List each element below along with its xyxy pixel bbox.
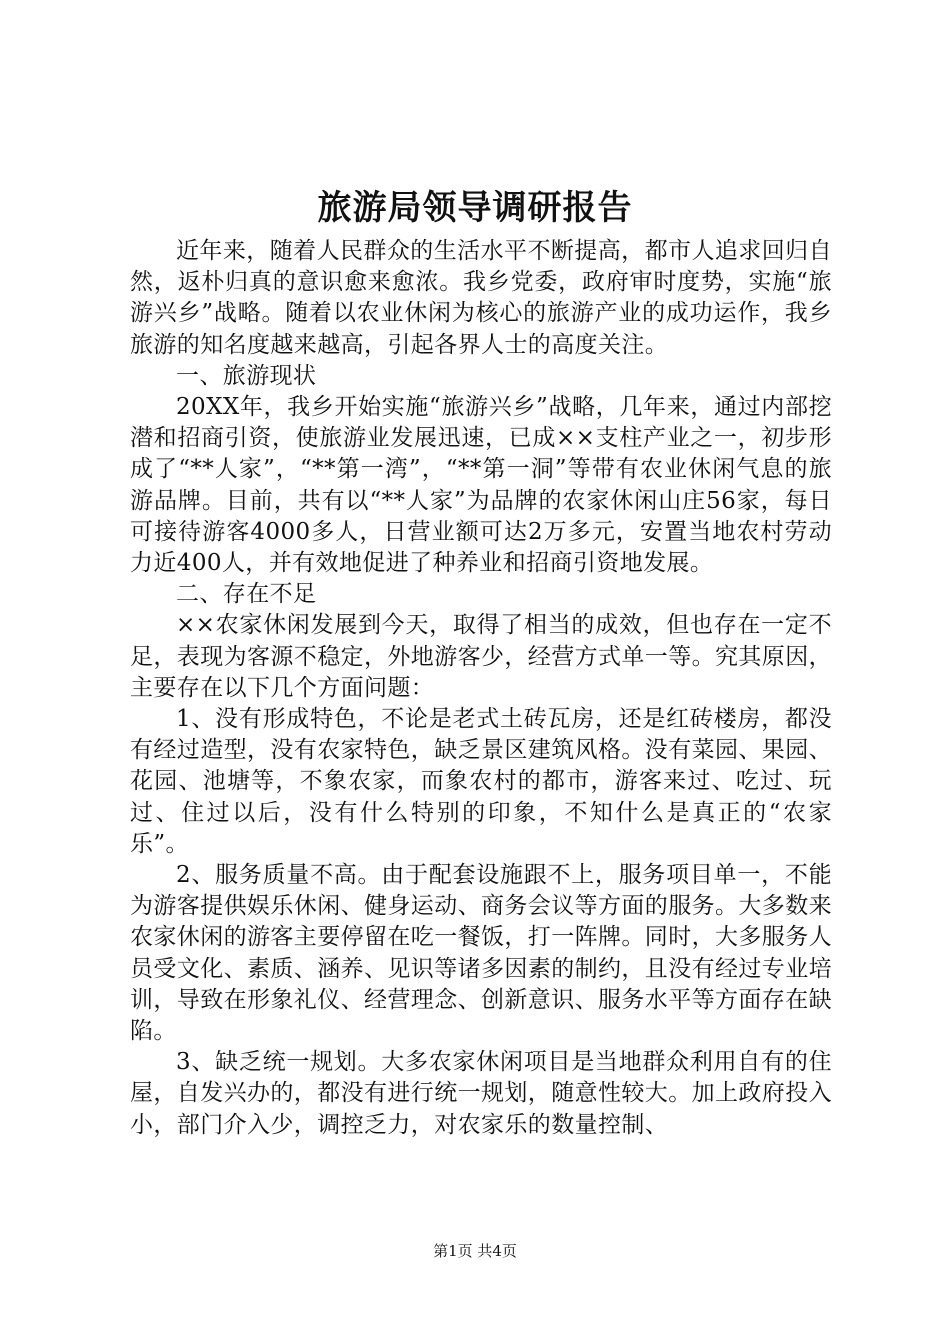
- document-body: [130, 236, 832, 1141]
- section-heading-status: 一、旅游现状: [176, 362, 317, 389]
- document-title: 旅游局领导调研报告: [317, 188, 633, 228]
- paragraph-status: 20XX年，我乡开始实施“旅游兴乡”战略，几年来，通过内部挖潜和招商引资，使旅游业发展迅速，已成××支柱产业之一，初步形成了“**人家”，“**第一湾”，“**第一洞”等带有农业休闲气息的旅游品牌。目前，共有以“**人家”为品牌的农家休闲山庄56家，每日可接待游客4000多人，日营业额可达2万多元，安置当地农村劳动力近400人，并有效地促进了种养业和招商引资地发展。: [130, 394, 832, 577]
- paragraph-point-3: 3、缺乏统一规划。大多农家休闲项目是当地群众利用自有的住屋，自发兴办的，都没有进行统一规划，随意性较大。加上政府投入小，部门介入少，调控乏力，对农家乐的数量控制、: [130, 1049, 832, 1138]
- section-heading-shortcomings: 二、存在不足: [176, 581, 317, 608]
- paragraph-point-2: 2、服务质量不高。由于配套设施跟不上，服务项目单一，不能为游客提供娱乐休闲、健身运动、商务会议等方面的服务。大多数来农家休闲的游客主要停留在吃一餐饭，打一阵牌。同时，大多服务人员受文化、素质、涵养、见识等诸多因素的制约，且没有经过专业培训，导致在形象礼仪、经营理念、创新意识、服务水平等方面存在缺陷。: [130, 862, 832, 1045]
- paragraph-shortcomings: ××农家休闲发展到今天，取得了相当的成效，但也存在一定不足，表现为客源不稳定，外地游客少，经营方式单一等。究其原因，主要存在以下几个方面问题：: [130, 612, 832, 701]
- paragraph-intro: 近年来，随着人民群众的生活水平不断提高，都市人追求回归自然，返朴归真的意识愈来愈浓。我乡党委，政府审时度势，实施“旅游兴乡”战略。随着以农业休闲为核心的旅游产业的成功运作，我乡旅游的知名度越来越高，引起各界人士的高度关注。: [130, 238, 832, 358]
- page-footer: 第1页 共4页: [433, 1242, 517, 1260]
- paragraph-point-1: 1、没有形成特色，不论是老式土砖瓦房，还是红砖楼房，都没有经过造型，没有农家特色，缺乏景区建筑风格。没有菜园、果园、花园、池塘等，不象农家，而象农村的都市，游客来过、吃过、玩过、住过以后，没有什么特别的印象，不知什么是真正的“农家乐”。: [130, 706, 832, 857]
